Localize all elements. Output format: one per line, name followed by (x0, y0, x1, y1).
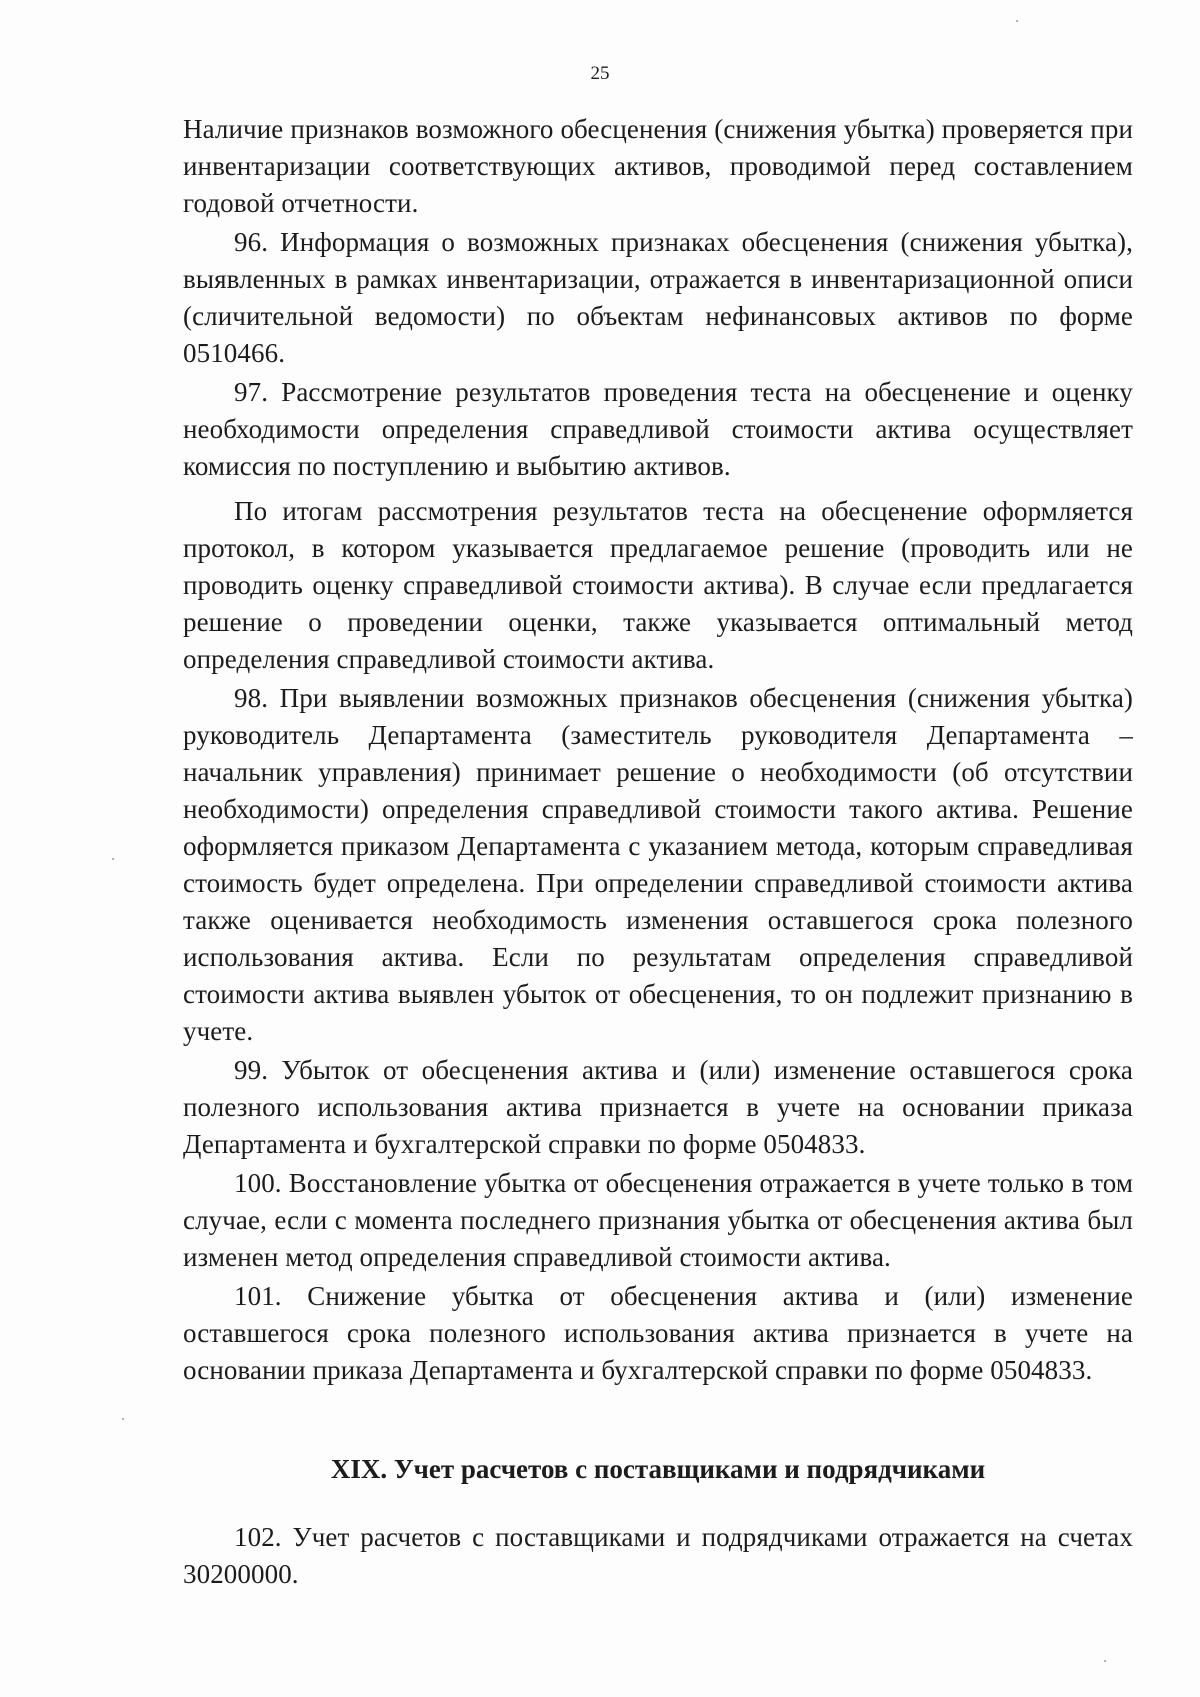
paragraph-97: 97. Рассмотрение результатов проведения теста на обесценение и оценку необходимости определения справедливой стоимости актива осуществляет комиссия по поступлению и выбытию активов. (183, 377, 1133, 481)
document-body (183, 111, 1133, 1593)
paragraph-98: 98. При выявлении возможных признаков обесценения (снижения убытка) руководитель Департамента (заместитель руководителя Департамента – начальник управления) принимает решение о необходимости (об отсутствии необходимости) определения справедливой стоимости такого актива. Решение оформляется приказом Департамента с указанием метода, которым справедливая стоимость будет определена. При определении справедливой стоимости актива также оценивается необходимость изменения оставшегося срока полезного использования актива. Если по результатам определения справедливой стоимости актива выявлен убыток от обесценения, то он подлежит признанию в учете. (183, 683, 1133, 1046)
paragraph-102: 102. Учет расчетов с поставщиками и подрядчиками отражается на счетах 30200000. (183, 1522, 1133, 1589)
paragraph-96: 96. Информация о возможных признаках обесценения (снижения убытка), выявленных в рамках инвентаризации, отражается в инвентаризационной описи (сличительной ведомости) по объектам нефинансовых активов по форме 0510466. (183, 227, 1133, 368)
scan-speck (1104, 1660, 1106, 1662)
paragraph-100: 100. Восстановление убытка от обесценения отражается в учете только в том случае, если с момента последнего признания убытка от обесценения актива был изменен метод определения справедливой стоимости актива. (183, 1168, 1133, 1272)
paragraph-impairment-check: Наличие признаков возможного обесценения (снижения убытка) проверяется при инвентаризации соответствующих активов, проводимой перед составлением годовой отчетности. (183, 114, 1133, 218)
paragraph-99: 99. Убыток от обесценения актива и (или) изменение оставшегося срока полезного использования актива признается в учете на основании приказа Департамента и бухгалтерской справки по форме 0504833. (183, 1055, 1133, 1159)
scan-speck (122, 1418, 124, 1420)
paragraph-97-protocol: По итогам рассмотрения результатов теста на обесценение оформляется протокол, в котором указывается предлагаемое решение (проводить или не проводить оценку справедливой стоимости актива). В случае если предлагается решение о проведении оценки, также указывается оптимальный метод определения справедливой стоимости актива. (183, 496, 1133, 674)
scan-speck (1016, 20, 1018, 22)
paragraph-101: 101. Снижение убытка от обесценения актива и (или) изменение оставшегося срока полезного использования актива признается в учете на основании приказа Департамента и бухгалтерской справки по форме 0504833. (183, 1281, 1133, 1385)
page-number: 25 (590, 63, 610, 84)
section-heading: XIX. Учет расчетов с поставщиками и подрядчиками (330, 1454, 986, 1484)
scan-speck (112, 858, 114, 860)
